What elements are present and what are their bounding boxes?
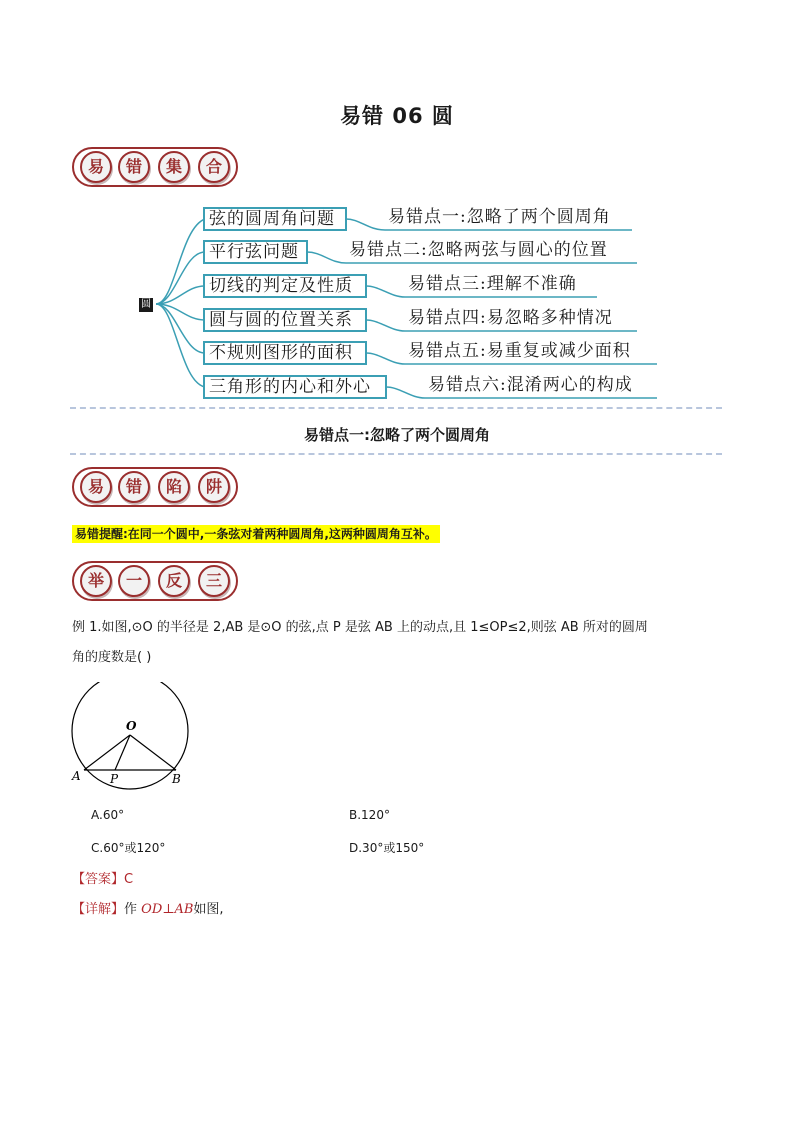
banner-error-traps	[72, 467, 238, 507]
mindmap-branch-tangent: 切线的判定及性质	[203, 274, 367, 298]
mindmap-branch-irregular-area: 不规则图形的面积	[203, 341, 367, 365]
banner-examples	[72, 561, 238, 601]
banner-chip: 合	[198, 151, 230, 183]
example-question-line1: 例 1.如图,⊙O 的半径是 2,AB 是⊙O 的弦,点 P 是弦 AB 上的动点,且 1≤OP≤2,则弦 AB 所对的圆周	[72, 620, 648, 635]
label-p: P	[110, 772, 119, 786]
example-question-line2: 角的度数是( )	[72, 650, 152, 665]
option-a[interactable]: A.60°	[91, 808, 125, 822]
mindmap-branch-chord-angle: 弦的圆周角问题	[203, 207, 347, 231]
detail-math: OD⊥AB	[141, 902, 194, 917]
divider-top	[70, 407, 722, 409]
section-title: 易错点一:忽略了两个圆周角	[304, 426, 490, 444]
option-d[interactable]: D.30°或150°	[349, 841, 425, 855]
mindmap-branch-incenter-circumcenter: 三角形的内心和外心	[203, 375, 387, 399]
banner-chip: 阱	[198, 471, 230, 503]
banner-chip: 陷	[158, 471, 190, 503]
banner-chip: 反	[158, 565, 190, 597]
banner-chip: 易	[80, 151, 112, 183]
detail-tag: 【详解】	[72, 902, 125, 917]
circle-figure	[66, 682, 196, 792]
mindmap-branch-circle-relation: 圆与圆的位置关系	[203, 308, 367, 332]
mindmap-point-5: 易错点五:易重复或减少面积	[408, 341, 631, 361]
banner-chip: 易	[80, 471, 112, 503]
banner-chip: 集	[158, 151, 190, 183]
mindmap-root: 圆	[141, 299, 151, 310]
answer-line	[72, 868, 133, 887]
mindmap-point-2: 易错点二:忽略两弦与圆心的位置	[349, 240, 608, 260]
mindmap-point-1: 易错点一:忽略了两个圆周角	[388, 207, 611, 227]
page-title: 易错 06 圆	[340, 104, 454, 128]
label-a: A	[72, 769, 81, 783]
error-hint: 易错提醒:在同一个圆中,一条弦对着两种圆周角,这两种圆周角互补。	[72, 525, 440, 543]
detail-suffix: 如图,	[193, 902, 224, 917]
banner-chip: 错	[118, 151, 150, 183]
label-o: O	[126, 719, 137, 733]
divider-bottom	[70, 453, 722, 455]
detail-prefix: 作	[124, 902, 142, 917]
mindmap-point-4: 易错点四:易忽略多种情况	[408, 308, 613, 328]
mindmap-branch-parallel-chords: 平行弦问题	[203, 240, 308, 264]
label-b: B	[172, 772, 181, 786]
option-c[interactable]: C.60°或120°	[91, 841, 166, 855]
banner-chip: 举	[80, 565, 112, 597]
option-b[interactable]: B.120°	[349, 808, 390, 822]
detail-line	[72, 898, 224, 917]
answer-tag: 【答案】	[72, 872, 125, 887]
banner-chip: 一	[118, 565, 150, 597]
segment-ob	[130, 735, 176, 770]
banner-chip: 错	[118, 471, 150, 503]
mindmap-point-6: 易错点六:混淆两心的构成	[428, 375, 633, 395]
mindmap-point-3: 易错点三:理解不准确	[408, 274, 577, 294]
banner-chip: 三	[198, 565, 230, 597]
answer-value: C	[124, 872, 134, 887]
